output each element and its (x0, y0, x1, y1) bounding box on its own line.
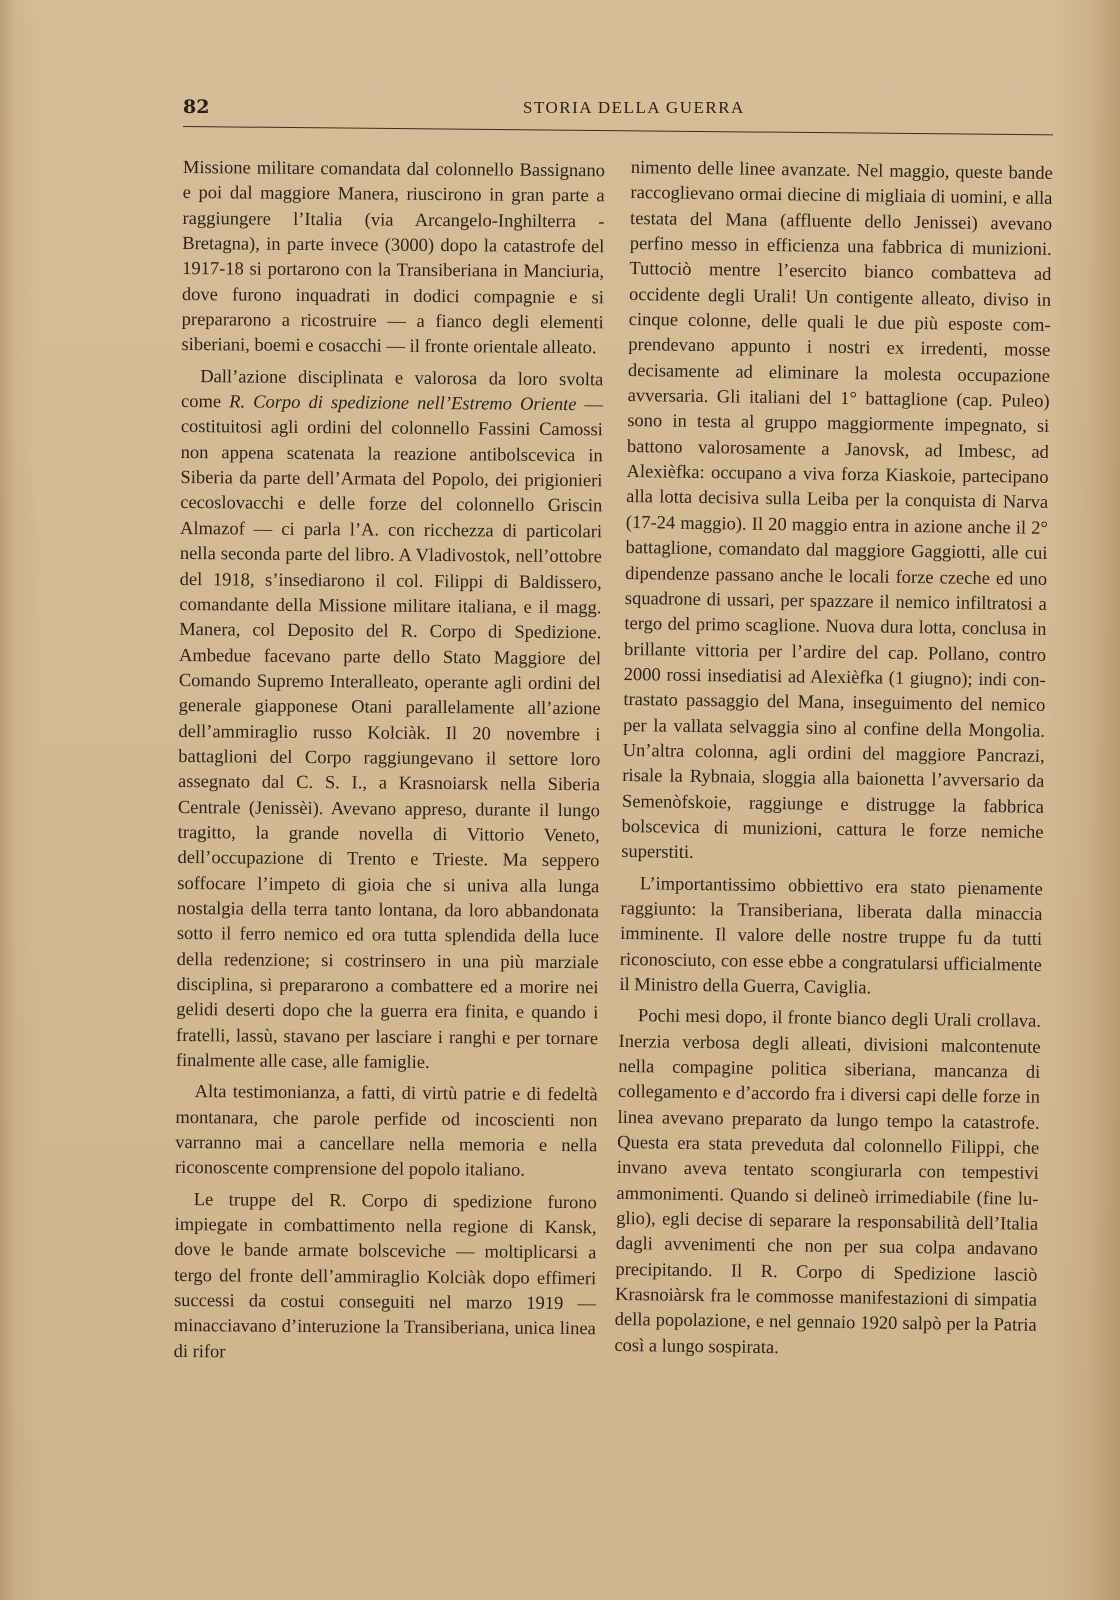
right-paragraph-1: nimento delle linee avanzate. Nel maggio, queste bande raccoglievano ormai diecine di migliaia di uomini, e alla testata del Mana (affluente dello Jenissei) avevano perfino messo in efficienza una fabbrica di munizioni. Tuttociò mentre l’esercito bianco combatteva ad occidente degli Urali! Un contigente alleato, diviso in cinque colonne, delle quali le due più esposte comprendevano appunto i nostri ex irredenti, mosse decisamente ad eliminare la molesta occupazione avversaria. Gli italiani del 1° battaglione (cap. Puleo) sono in testa al gruppo maggiormente impegnato, si battono valorosamente a Janovsk, ad Imbesc, ad Alexièfka: occupano a viva forza Kiaskoie, partecipano alla lotta decisiva sulla Leiba per la conquista di Narva (17-24 maggio). Il 20 maggio entra in azione anche il 2° battaglione, comandato dal maggiore Gaggiotti, alle cui dipendenze passano anche le locali forze czeche ed uno squadrone di ussari, per spazzare il nemico infiltratosi a tergo del primo scaglione. Nuova dura lotta, conclusa in brillante vittoria per l’ardire del cap. Pollano, contro 2000 rossi insediatisi ad Alexièfka (1 giugno); indi contrastato passaggio del Mana, inseguimento del nemico per la vallata selvaggia sino al confine della Mongolia. Un’altra colonna, agli ordini del maggiore Pancrazi, risale la Rybnaia, sloggia alla baionetta l’avversario da Semenòfskoie, raggiunge e distrugge la fabbrica bolscevica di munizioni, cattura le forze nemiche superstiti. (621, 157, 1053, 864)
left-paragraph-1: Missione militare comandata dal colonnello Bassignano e poi dal maggiore Manera, riuscirono in gran parte a raggiungere l’Italia (via Arcangelo-Inghilterra - Bretagna), in parte invece (3000) dopo la catastrofe del 1917-18 si portarono con la Transiberiana in Manciuria, dove furono inquadrati in dodici compagnie e si prepararono a ricostruire — a fianco degli elementi siberiani, boemi e cosacchi — il fronte orientale alleato. (181, 157, 605, 359)
right-paragraph-2: L’importantissimo obbiettivo era stato pienamente raggiunto: la Transiberiana, liberata dalla minaccia imminente. Il valore delle nostre truppe fu da tutti riconosciuto, con esse ebbe a congratularsi ufficialmente il Ministro della Guerra, Caviglia. (619, 873, 1043, 999)
left-paragraph-2-body: — costituitosi agli ordini del colonnello Fassini Camossi non appena scatenata la reazione antibolscevica in Siberia da parte dell’Armata del Popolo, dei prigionieri cecoslovacchi e delle forze del colonnello Griscin Almazof — ci parla l’A. con ricchezza di particolari nella seconda parte del libro. A Vladivostok, nell’ottobre del 1918, s’insediarono il col. Filippi di Baldissero, comandante della Missione militare italiana, e il magg. Manera, col Deposito del R. Corpo di Spedizione. Ambedue facevano parte dello Stato Maggiore del Comando Supremo Interalleato, operante agli ordini del generale giapponese Otani parallelamente all’azione dell’ammiraglio russo Kolciàk. Il 20 novembre i battaglioni del Corpo raggiungevano il settore loro assegnato dal C. S. I., a Krasnoiarsk nella Siberia Centrale (Jenissèi). Avevano appreso, durante il lungo tragitto, la grande novella di Vittorio Veneto, dell’occupazione di Trento e Trieste. Ma seppero soffocare l’impeto di gioia che si univa alla lunga nostalgia della terra tanto lontana, da loro abbandonata sotto il ferro nemico ed ora tutta splendida della luce della redenzione; si costrinsero in una più marziale disciplina, si prepararono a combattere ed a morire nei gelidi deserti dopo che la guerra era finita, e quando i fratelli, lassù, stavano per lasciare i ranghi e per tornare finalmente alle case, alle famiglie. (175, 395, 604, 1073)
page-number: 82 (183, 96, 210, 118)
running-head: STORIA DELLA GUERRA (523, 98, 745, 117)
page-header (183, 96, 1053, 130)
right-column (612, 156, 1053, 1502)
left-paragraph-3: Alta testimonianza, a fatti, di virtù patrie e di fedeltà montanara, che parole perfide od incoscienti non varranno mai a cancellare nella memoria e nella riconoscente comprensione del popolo italiano. (174, 1082, 598, 1182)
corps-title-italic: R. Corpo di spedizione nell’Estremo Oriente (229, 392, 577, 416)
left-paragraph-4: Le truppe del R. Corpo di spedizione furono impiegate in combattimento nella regione di Kansk, dove le bande armate bolsceviche — moltiplicarsi a tergo del fronte dell’ammiraglio Kolciàk dopo effimeri successi da costui conseguiti nel marzo 1919 — minacciavano d’interuzione la Transiberiana, unica linea di rifor (173, 1189, 597, 1363)
left-column (172, 156, 605, 1499)
left-paragraph-2 (176, 365, 604, 1078)
right-paragraph-3: Pochi mesi dopo, il fronte bianco degli Urali crollava. Inerzia verbosa degli alleati, divisioni malcontenute nella compagine politica siberiana, mancanza di collegamento e d’accordo fra i diversi capi delle forze in linea avevano preparato da lungo tempo la catastrofe. Questa era stata preveduta dal colonnello Filippi, che invano aveva tentato scongiurarla con tempestivi ammonimenti. Quando si delineò irrimediabile (fine luglio), egli decise di separare la responsabilità dell’Italia dagli avvenimenti che non per sua colpa andavano precipitando. Il R. Corpo di Spedizione lasciò Krasnoiàrsk fra le commosse manifestazioni di simpatia della popolazione, e nel gennaio 1920 salpò per la Patria così a lungo sospirata. (614, 1006, 1042, 1358)
left-paragraph-2-lead: Dall’azione disciplinata e valorosa da loro svolta come (180, 366, 604, 413)
